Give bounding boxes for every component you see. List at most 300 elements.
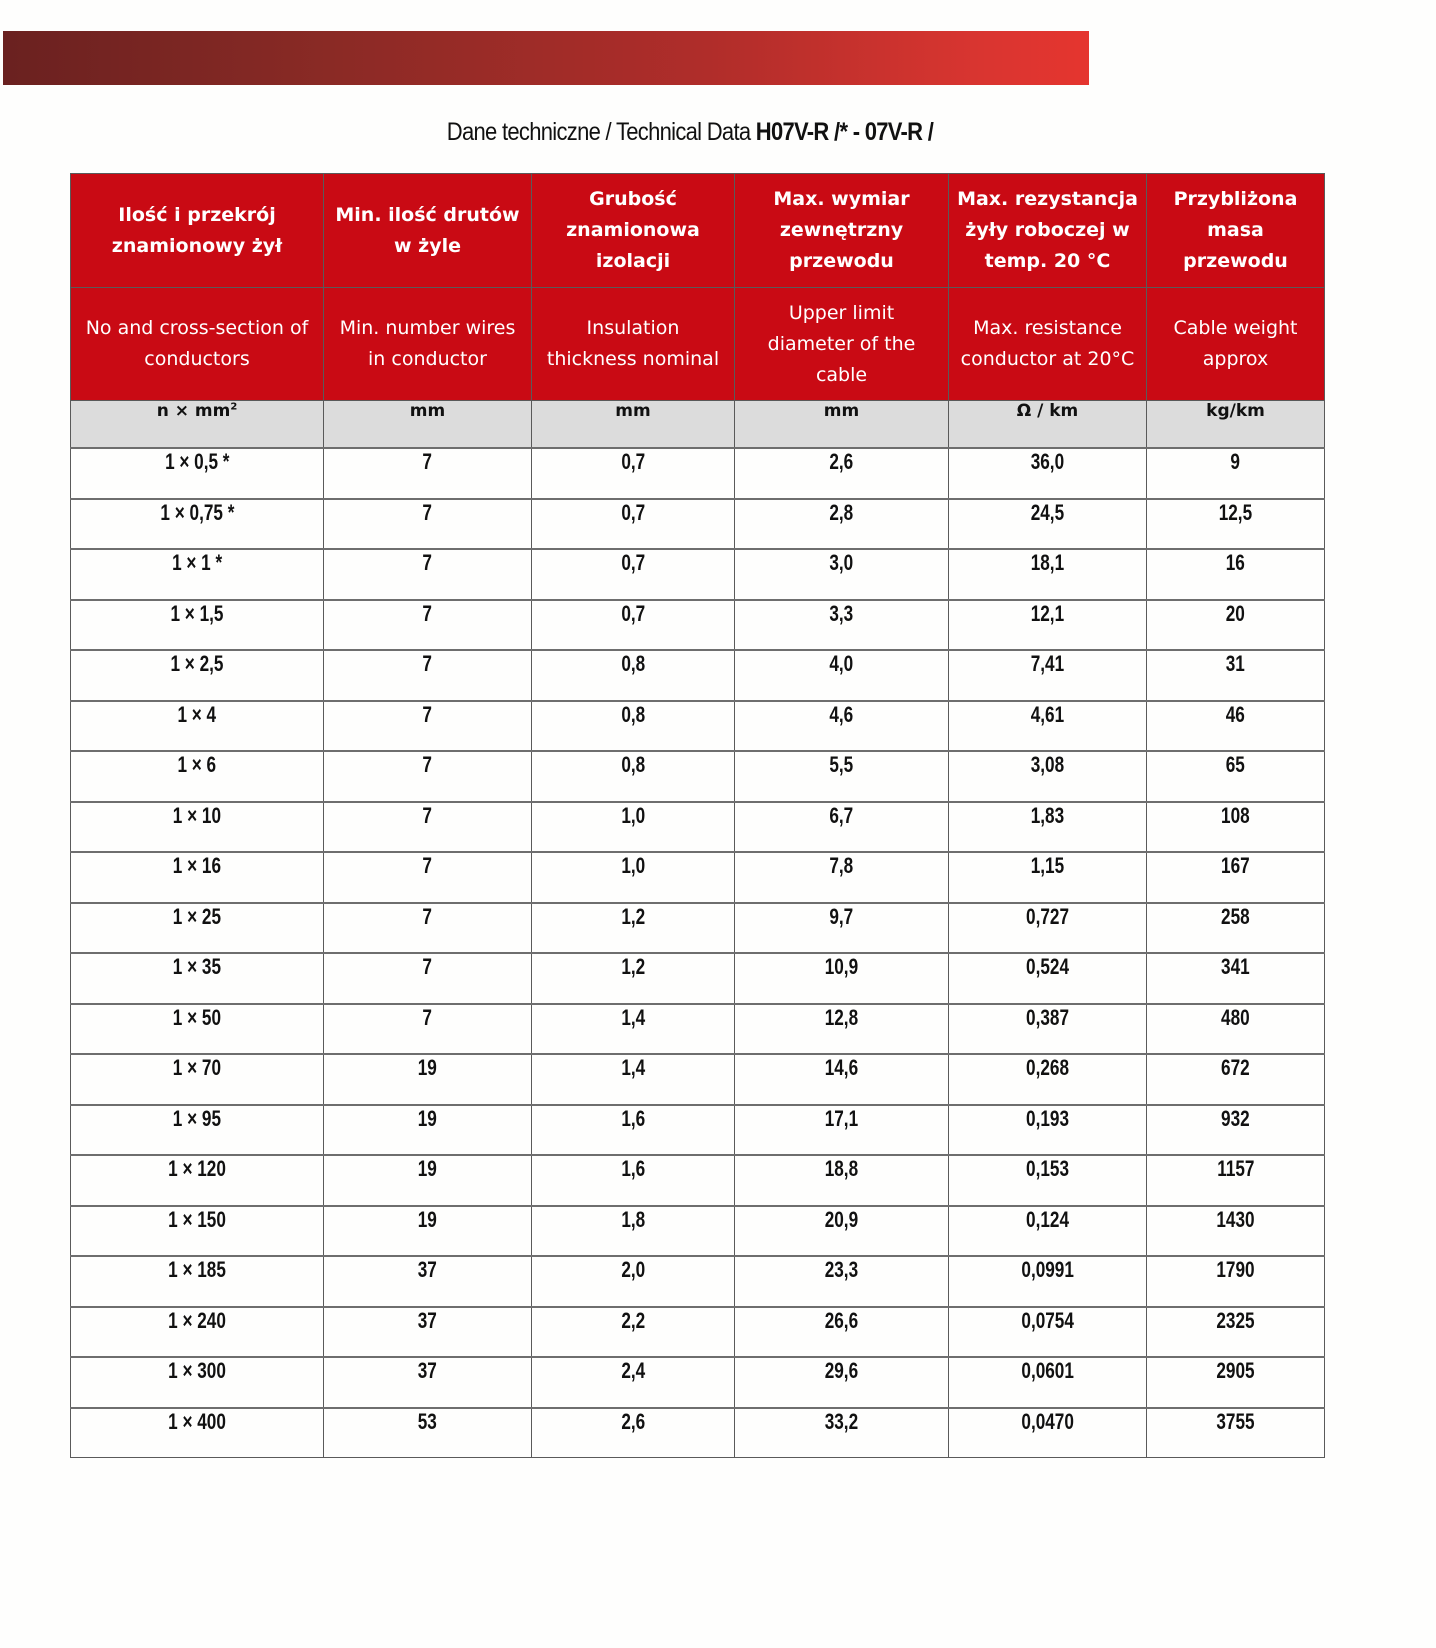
header-text-line: temp. 20 °C [984,250,1111,272]
header-text-line: znamionowy żył [111,234,283,257]
header-cell-max-resistance [949,288,1147,401]
cell-value: 1,6 [621,1156,645,1181]
cell-value: 0,7 [621,550,645,575]
cell-value: 3,3 [829,600,854,626]
cell-cross-section [71,802,324,853]
header-text-line: in conductor [368,348,487,370]
header-text-line: znamionowa [566,219,700,241]
header-text-line: Przybliżona [1173,188,1298,210]
cell-value: 1 × 25 [172,903,222,929]
cell-min-wires [324,1004,532,1055]
cell-max-resistance [949,1054,1147,1105]
cell-value: 7 [422,651,433,676]
cell-cable-weight [1147,751,1325,802]
cell-outer-diameter [735,903,949,954]
cell-value: 1 × 2,5 [170,651,224,676]
header-cell-cable-weight [1147,174,1325,288]
cell-value: 37 [417,1358,438,1383]
cell-value: 4,0 [829,651,854,676]
cell-value: 7 [422,600,433,626]
unit-text: n × mm [156,401,231,421]
cell-insulation-thickness [532,1206,735,1257]
cell-value: 20,9 [824,1206,859,1232]
cell-cross-section [71,1004,324,1055]
cell-cable-weight [1147,903,1325,954]
cell-value: 2,0 [621,1257,645,1282]
cell-value: 7,41 [1030,651,1065,676]
cell-cross-section [71,1408,324,1458]
cell-max-resistance [949,1357,1147,1408]
title-suffix: /* - 07V-R / [828,118,934,146]
cell-value: 10,9 [824,954,859,979]
cell-cross-section [71,499,324,550]
cell-value: 46 [1225,701,1246,727]
table-row [71,1357,1325,1408]
cell-insulation-thickness [532,1357,735,1408]
header-row-english [71,288,1325,401]
cell-value: 1 × 10 [172,802,222,828]
table-row [71,701,1325,752]
cell-cable-weight [1147,1307,1325,1358]
header-text-line: Min. ilość drutów [335,203,520,226]
cell-min-wires [324,549,532,600]
header-text-line: Max. rezystancja [957,188,1138,210]
cell-value: 18,8 [824,1156,859,1181]
unit-text: Ω / km [1016,401,1079,421]
cell-value: 1430 [1216,1206,1255,1232]
unit-text: mm [823,401,860,421]
cell-insulation-thickness [532,448,735,499]
cell-outer-diameter [735,650,949,701]
title-product: H07V-R [755,118,829,146]
table-row [71,499,1325,550]
header-text-line: w żyle [393,234,461,257]
header-row-polish [71,174,1325,288]
cell-value: 932 [1221,1105,1250,1131]
cell-insulation-thickness [532,903,735,954]
cell-max-resistance [949,1408,1147,1458]
table-body [71,448,1325,1458]
cell-value: 1790 [1216,1257,1255,1282]
cell-insulation-thickness [532,499,735,550]
cell-value: 9,7 [829,903,854,929]
cell-value: 1,0 [621,802,645,828]
cell-max-resistance [949,549,1147,600]
cell-cross-section [71,751,324,802]
cell-value: 37 [417,1257,438,1282]
cell-insulation-thickness [532,751,735,802]
cell-cable-weight [1147,802,1325,853]
table-row [71,751,1325,802]
cell-value: 0,193 [1026,1105,1069,1131]
cell-cable-weight [1147,852,1325,903]
cell-min-wires [324,448,532,499]
cell-max-resistance [949,953,1147,1004]
cell-cable-weight [1147,499,1325,550]
cell-value: 31 [1225,651,1246,676]
cell-outer-diameter [735,802,949,853]
cell-cable-weight [1147,1256,1325,1307]
header-cell-outer-diameter [735,288,949,401]
cell-value: 108 [1221,802,1250,828]
cell-cable-weight [1147,1105,1325,1156]
cell-max-resistance [949,701,1147,752]
cell-cross-section [71,1206,324,1257]
cell-cable-weight [1147,953,1325,1004]
table-row [71,1408,1325,1458]
cell-value: 19 [417,1105,438,1131]
cell-value: 12,5 [1218,499,1253,525]
cell-min-wires [324,650,532,701]
cell-min-wires [324,1105,532,1156]
cell-value: 19 [417,1055,438,1080]
units-row [71,401,1325,449]
cell-value: 1157 [1216,1156,1255,1181]
cell-min-wires [324,1155,532,1206]
unit-text: mm [409,401,446,421]
header-cell-insulation-thickness [532,288,735,401]
cell-value: 0,387 [1026,1004,1069,1030]
header-text-line: Ilość i przekrój [118,203,276,226]
header-text-line: No and cross-section of [85,317,309,339]
cell-cross-section [71,953,324,1004]
cell-outer-diameter [735,499,949,550]
cell-value: 3,0 [829,550,854,575]
cell-value: 36,0 [1030,449,1065,474]
cell-insulation-thickness [532,802,735,853]
cell-cross-section [71,701,324,752]
cell-insulation-thickness [532,1408,735,1458]
cell-max-resistance [949,903,1147,954]
header-cell-min-wires [324,288,532,401]
cell-value: 1,83 [1030,802,1065,828]
cell-value: 0,0601 [1021,1358,1074,1383]
cell-cross-section [71,1105,324,1156]
cell-cable-weight [1147,448,1325,499]
cell-max-resistance [949,1155,1147,1206]
table-row [71,903,1325,954]
unit-cell-cross-section [71,401,324,449]
technical-data-table [70,173,1325,1458]
cell-cross-section [71,650,324,701]
cell-value: 33,2 [824,1408,859,1434]
cell-outer-diameter [735,1357,949,1408]
cell-value: 0,8 [621,651,645,676]
cell-min-wires [324,1206,532,1257]
cell-value: 341 [1221,954,1250,979]
cell-min-wires [324,1054,532,1105]
cell-value: 19 [417,1206,438,1232]
cell-value: 4,6 [829,701,854,727]
cell-cable-weight [1147,1155,1325,1206]
cell-value: 7 [422,954,433,979]
header-cell-min-wires [324,174,532,288]
cell-value: 26,6 [824,1307,859,1333]
header-text-line: Insulation [586,317,680,339]
cell-max-resistance [949,1105,1147,1156]
cell-value: 0,8 [621,701,645,727]
cell-value: 12,8 [824,1004,859,1030]
cell-cross-section [71,448,324,499]
cell-insulation-thickness [532,852,735,903]
table-row [71,1054,1325,1105]
cell-insulation-thickness [532,549,735,600]
cell-value: 1,4 [621,1055,645,1080]
cell-value: 1 × 35 [172,954,222,979]
cell-value: 1 × 1 * [171,550,223,575]
title-prefix: Dane techniczne / Technical Data [446,118,756,146]
cell-value: 4,61 [1030,701,1065,727]
header-text-line: Max. resistance [973,317,1122,339]
cell-max-resistance [949,650,1147,701]
cell-value: 2,6 [621,1408,645,1434]
cell-value: 0,524 [1026,954,1069,979]
cell-outer-diameter [735,1155,949,1206]
header-text-line: Max. wymiar [773,188,910,210]
cell-cross-section [71,852,324,903]
cell-value: 1,8 [621,1206,645,1232]
cell-value: 1 × 120 [168,1156,226,1181]
cell-value: 1 × 400 [168,1408,226,1434]
cell-min-wires [324,499,532,550]
header-text-line: approx [1202,348,1269,370]
cell-value: 3755 [1216,1408,1255,1434]
cell-value: 0,124 [1026,1206,1069,1232]
cell-value: 1 × 50 [172,1004,222,1030]
table-row [71,1155,1325,1206]
cell-value: 2,4 [621,1358,645,1383]
cell-value: 2325 [1216,1307,1255,1333]
cell-value: 7 [422,1004,433,1030]
header-text-line: conductor at 20°C [960,348,1135,370]
header-cell-insulation-thickness [532,174,735,288]
header-text-line: conductors [144,348,250,370]
unit-cell-insulation-thickness [532,401,735,449]
cell-insulation-thickness [532,1307,735,1358]
cell-insulation-thickness [532,953,735,1004]
header-cell-outer-diameter [735,174,949,288]
header-text-line: przewodu [1183,250,1288,272]
cell-value: 1 × 0,75 * [160,499,234,525]
cell-value: 14,6 [824,1055,859,1080]
cell-insulation-thickness [532,1105,735,1156]
cell-cable-weight [1147,650,1325,701]
cell-cable-weight [1147,549,1325,600]
cell-value: 3,08 [1030,752,1065,777]
header-text-line: zewnętrzny [779,219,904,241]
unit-text: mm [615,401,651,421]
header-text-line: Grubość [589,188,677,210]
cell-value: 29,6 [824,1358,859,1383]
header-cell-cross-section [71,174,324,288]
cell-min-wires [324,751,532,802]
cell-cross-section [71,1307,324,1358]
unit-cell-outer-diameter [735,401,949,449]
cell-value: 17,1 [824,1105,859,1131]
cell-max-resistance [949,499,1147,550]
cell-value: 0,727 [1026,903,1069,929]
cell-outer-diameter [735,1206,949,1257]
cell-value: 7 [422,499,433,525]
cell-value: 1 × 1,5 [170,600,224,626]
cell-max-resistance [949,1004,1147,1055]
table-row [71,600,1325,651]
cell-cross-section [71,600,324,651]
cell-value: 53 [417,1408,438,1434]
cell-value: 20 [1225,600,1246,626]
cell-cable-weight [1147,600,1325,651]
cell-value: 7 [422,550,433,575]
cell-outer-diameter [735,1307,949,1358]
cell-value: 1 × 70 [172,1055,222,1080]
cell-value: 7 [422,802,433,828]
cell-value: 0,268 [1026,1055,1069,1080]
table-row [71,549,1325,600]
header-text-line: diameter of the [767,332,916,355]
cell-insulation-thickness [532,600,735,651]
cell-value: 7 [422,701,433,727]
cell-value: 1,0 [621,853,645,878]
cell-max-resistance [949,448,1147,499]
cell-value: 0,8 [621,752,645,777]
cell-value: 1 × 6 [177,752,217,777]
header-text-line: Cable weight [1173,317,1298,339]
cell-min-wires [324,852,532,903]
cell-max-resistance [949,1206,1147,1257]
cell-value: 1 × 4 [177,701,217,727]
cell-cross-section [71,1357,324,1408]
cell-value: 1 × 300 [168,1358,226,1383]
cell-outer-diameter [735,751,949,802]
cell-outer-diameter [735,600,949,651]
table-row [71,852,1325,903]
cell-value: 65 [1225,752,1246,777]
cell-cross-section [71,549,324,600]
header-text-line: masa [1207,219,1264,241]
cell-cable-weight [1147,1054,1325,1105]
cell-cable-weight [1147,701,1325,752]
table-row [71,1206,1325,1257]
header-banner [3,31,1089,85]
cell-outer-diameter [735,1256,949,1307]
cell-value: 7 [422,903,433,929]
header-text-line: przewodu [789,250,894,272]
cell-value: 9 [1230,449,1241,474]
cell-value: 16 [1225,550,1246,575]
cell-max-resistance [949,1256,1147,1307]
header-text-line: Min. number wires [339,317,516,339]
cell-value: 1 × 16 [172,853,222,878]
cell-min-wires [324,953,532,1004]
cell-insulation-thickness [532,650,735,701]
cell-value: 0,0991 [1021,1257,1074,1282]
header-cell-max-resistance [949,174,1147,288]
table-row [71,802,1325,853]
cell-outer-diameter [735,448,949,499]
cell-value: 0,153 [1026,1156,1069,1181]
header-text-line: żyły roboczej w [965,219,1130,241]
header-text-line: izolacji [595,250,671,272]
cell-insulation-thickness [532,1004,735,1055]
cell-outer-diameter [735,852,949,903]
cell-outer-diameter [735,1408,949,1458]
cell-cross-section [71,1256,324,1307]
cell-min-wires [324,701,532,752]
header-text-line: Upper limit [788,301,895,324]
cell-value: 5,5 [829,752,854,777]
cell-value: 0,7 [621,600,645,626]
cell-value: 1 × 185 [168,1257,226,1282]
cell-cross-section [71,1155,324,1206]
cell-value: 18,1 [1030,550,1065,575]
cell-value: 1,2 [621,954,645,979]
cell-outer-diameter [735,953,949,1004]
unit-cell-cable-weight [1147,401,1325,449]
cell-min-wires [324,1256,532,1307]
cell-min-wires [324,1357,532,1408]
header-text-line: thickness nominal [546,348,720,370]
unit-cell-min-wires [324,401,532,449]
cell-insulation-thickness [532,1054,735,1105]
cell-value: 19 [417,1156,438,1181]
cell-min-wires [324,802,532,853]
table-row [71,650,1325,701]
cell-value: 2905 [1216,1358,1255,1383]
cell-value: 258 [1221,903,1250,929]
cell-min-wires [324,600,532,651]
cell-min-wires [324,1307,532,1358]
cell-max-resistance [949,802,1147,853]
cell-value: 672 [1221,1055,1250,1080]
cell-value: 0,7 [621,499,645,525]
cell-value: 7 [422,853,433,878]
cell-cross-section [71,1054,324,1105]
cell-insulation-thickness [532,1155,735,1206]
table-row [71,953,1325,1004]
cell-value: 2,8 [829,499,854,525]
cell-cable-weight [1147,1408,1325,1458]
cell-value: 7 [422,752,433,777]
cell-insulation-thickness [532,1256,735,1307]
cell-value: 6,7 [829,802,854,828]
cell-value: 1,4 [621,1004,645,1030]
table-row [71,448,1325,499]
cell-cable-weight [1147,1004,1325,1055]
cell-value: 1 × 95 [172,1105,222,1131]
cell-value: 37 [417,1307,438,1333]
cell-max-resistance [949,852,1147,903]
cell-min-wires [324,1408,532,1458]
table-row [71,1256,1325,1307]
cell-min-wires [324,903,532,954]
header-cell-cross-section [71,288,324,401]
cell-value: 1,2 [621,903,645,929]
unit-text: kg/km [1206,401,1265,421]
cell-outer-diameter [735,549,949,600]
cell-value: 1 × 150 [168,1206,226,1232]
cell-value: 2,6 [829,449,854,474]
unit-cell-max-resistance [949,401,1147,449]
unit-superscript: 2 [230,401,238,413]
cell-value: 7,8 [829,853,854,878]
header-cell-cable-weight [1147,288,1325,401]
cell-value: 167 [1221,853,1250,878]
cell-outer-diameter [735,1004,949,1055]
cell-value: 12,1 [1030,600,1065,626]
cell-cable-weight [1147,1206,1325,1257]
cell-outer-diameter [735,1105,949,1156]
cell-value: 0,0470 [1021,1408,1074,1434]
